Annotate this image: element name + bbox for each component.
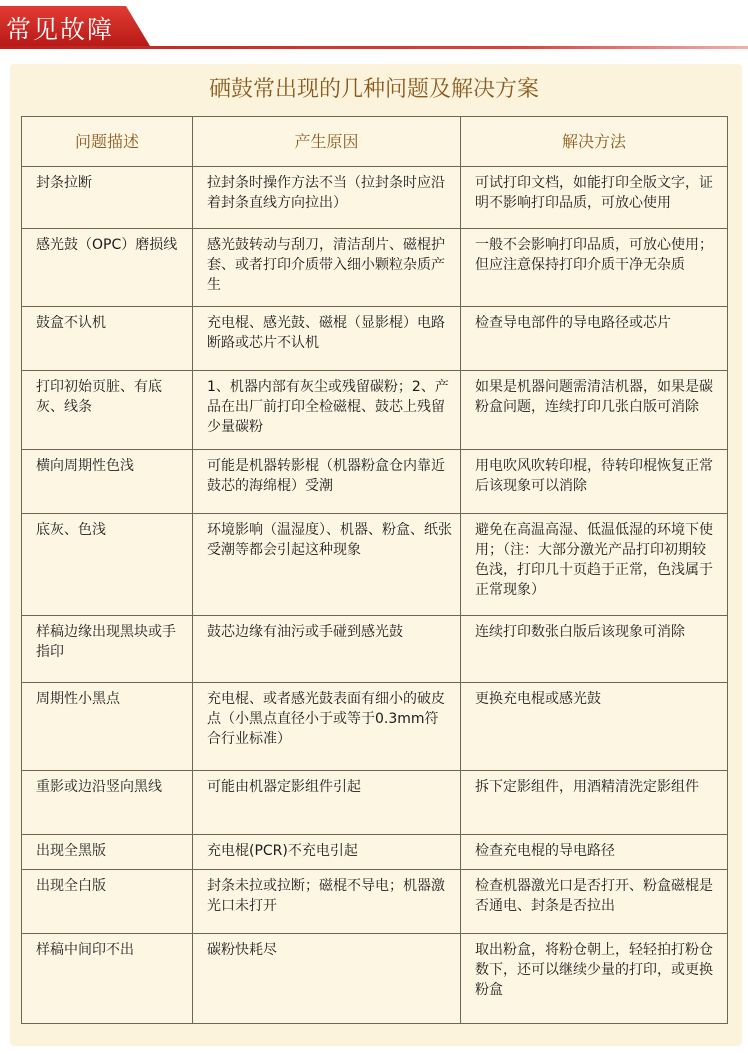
solution-cell: 更换充电棍或感光鼓 [461, 683, 728, 771]
solution-cell: 一般不会影响打印品质，可放心使用；但应注意保持打印介质干净无杂质 [461, 229, 728, 307]
table-row [22, 771, 728, 835]
column-header-solution: 解决方法 [461, 117, 728, 167]
cause-cell: 感光鼓转动与刮刀，清洁刮片、磁棍护套、或者打印介质带入细小颗粒杂质产生 [193, 229, 461, 307]
problem-cell: 周期性小黑点 [22, 683, 193, 771]
problem-cell: 重影或边沿竖向黑线 [22, 771, 193, 835]
fault-table [21, 116, 728, 1024]
problem-cell: 出现全黑版 [22, 835, 193, 870]
cause-cell: 充电棍、感光鼓、磁棍（显影棍）电路断路或芯片不认机 [193, 307, 461, 371]
problem-cell: 打印初始页脏、有底灰、线条 [22, 371, 193, 450]
table-row [22, 167, 728, 229]
problem-cell: 底灰、色浅 [22, 514, 193, 616]
solution-cell: 避免在高温高湿、低温低湿的环境下使用；（注：大部分激光产品打印初期较色浅，打印几十页趋于正常，色浅属于正常现象） [461, 514, 728, 616]
problem-cell: 感光鼓（OPC）磨损线 [22, 229, 193, 307]
cause-cell: 可能是机器转影棍（机器粉盒仓内靠近鼓芯的海绵棍）受潮 [193, 450, 461, 514]
problem-cell: 封条拉断 [22, 167, 193, 229]
cause-cell: 1、机器内部有灰尘或残留碳粉；2、产品在出厂前打印全检磁棍、鼓芯上残留少量碳粉 [193, 371, 461, 450]
solution-cell: 如果是机器问题需清洁机器，如果是碳粉盒问题，连续打印几张白版可消除 [461, 371, 728, 450]
cause-cell: 碳粉快耗尽 [193, 934, 461, 1024]
table-title: 硒鼓常出现的几种问题及解决方案 [208, 77, 539, 102]
table-row [22, 870, 728, 934]
cause-cell: 充电棍、或者感光鼓表面有细小的破皮点（小黑点直径小于或等于0.3mm符合行业标准） [193, 683, 461, 771]
solution-cell: 拆下定影组件，用酒精清洗定影组件 [461, 771, 728, 835]
problem-cell: 样稿中间印不出 [22, 934, 193, 1024]
solution-cell: 用电吹风吹转印棍，待转印棍恢复正常后该现象可以消除 [461, 450, 728, 514]
solution-cell: 检查导电部件的导电路径或芯片 [461, 307, 728, 371]
table-row [22, 514, 728, 616]
problem-cell: 鼓盒不认机 [22, 307, 193, 371]
table-row [22, 307, 728, 371]
table-row [22, 934, 728, 1024]
table-row [22, 371, 728, 450]
problem-cell: 横向周期性色浅 [22, 450, 193, 514]
solution-cell: 可试打印文档，如能打印全版文字，证明不影响打印品质，可放心使用 [461, 167, 728, 229]
column-header-problem: 问题描述 [22, 117, 193, 167]
solution-cell: 检查机器激光口是否打开、粉盒磁棍是否通电、封条是否拉出 [461, 870, 728, 934]
table-header-row [22, 117, 728, 167]
table-row [22, 683, 728, 771]
column-header-cause: 产生原因 [193, 117, 461, 167]
solution-cell: 连续打印数张白版后该现象可消除 [461, 616, 728, 683]
table-row [22, 835, 728, 870]
cause-cell: 封条未拉或拉断；磁棍不导电；机器激光口未打开 [193, 870, 461, 934]
table-row [22, 450, 728, 514]
page-header [0, 0, 748, 56]
cause-cell: 可能由机器定影组件引起 [193, 771, 461, 835]
table-row [22, 229, 728, 307]
problem-cell: 出现全白版 [22, 870, 193, 934]
problem-cell: 样稿边缘出现黑块或手指印 [22, 616, 193, 683]
section-title: 常见故障 [6, 15, 115, 44]
solution-cell: 检查充电棍的导电路径 [461, 835, 728, 870]
header-divider [0, 46, 748, 49]
cause-cell: 鼓芯边缘有油污或手碰到感光鼓 [193, 616, 461, 683]
solution-cell: 取出粉盒，将粉仓朝上，轻轻拍打粉仓数下，还可以继续少量的打印，或更换粉盒 [461, 934, 728, 1024]
cause-cell: 环境影响（温湿度）、机器、粉盒、纸张受潮等都会引起这种现象 [193, 514, 461, 616]
table-row [22, 616, 728, 683]
cause-cell: 拉封条时操作方法不当（拉封条时应沿着封条直线方向拉出） [193, 167, 461, 229]
cause-cell: 充电棍(PCR)不充电引起 [193, 835, 461, 870]
